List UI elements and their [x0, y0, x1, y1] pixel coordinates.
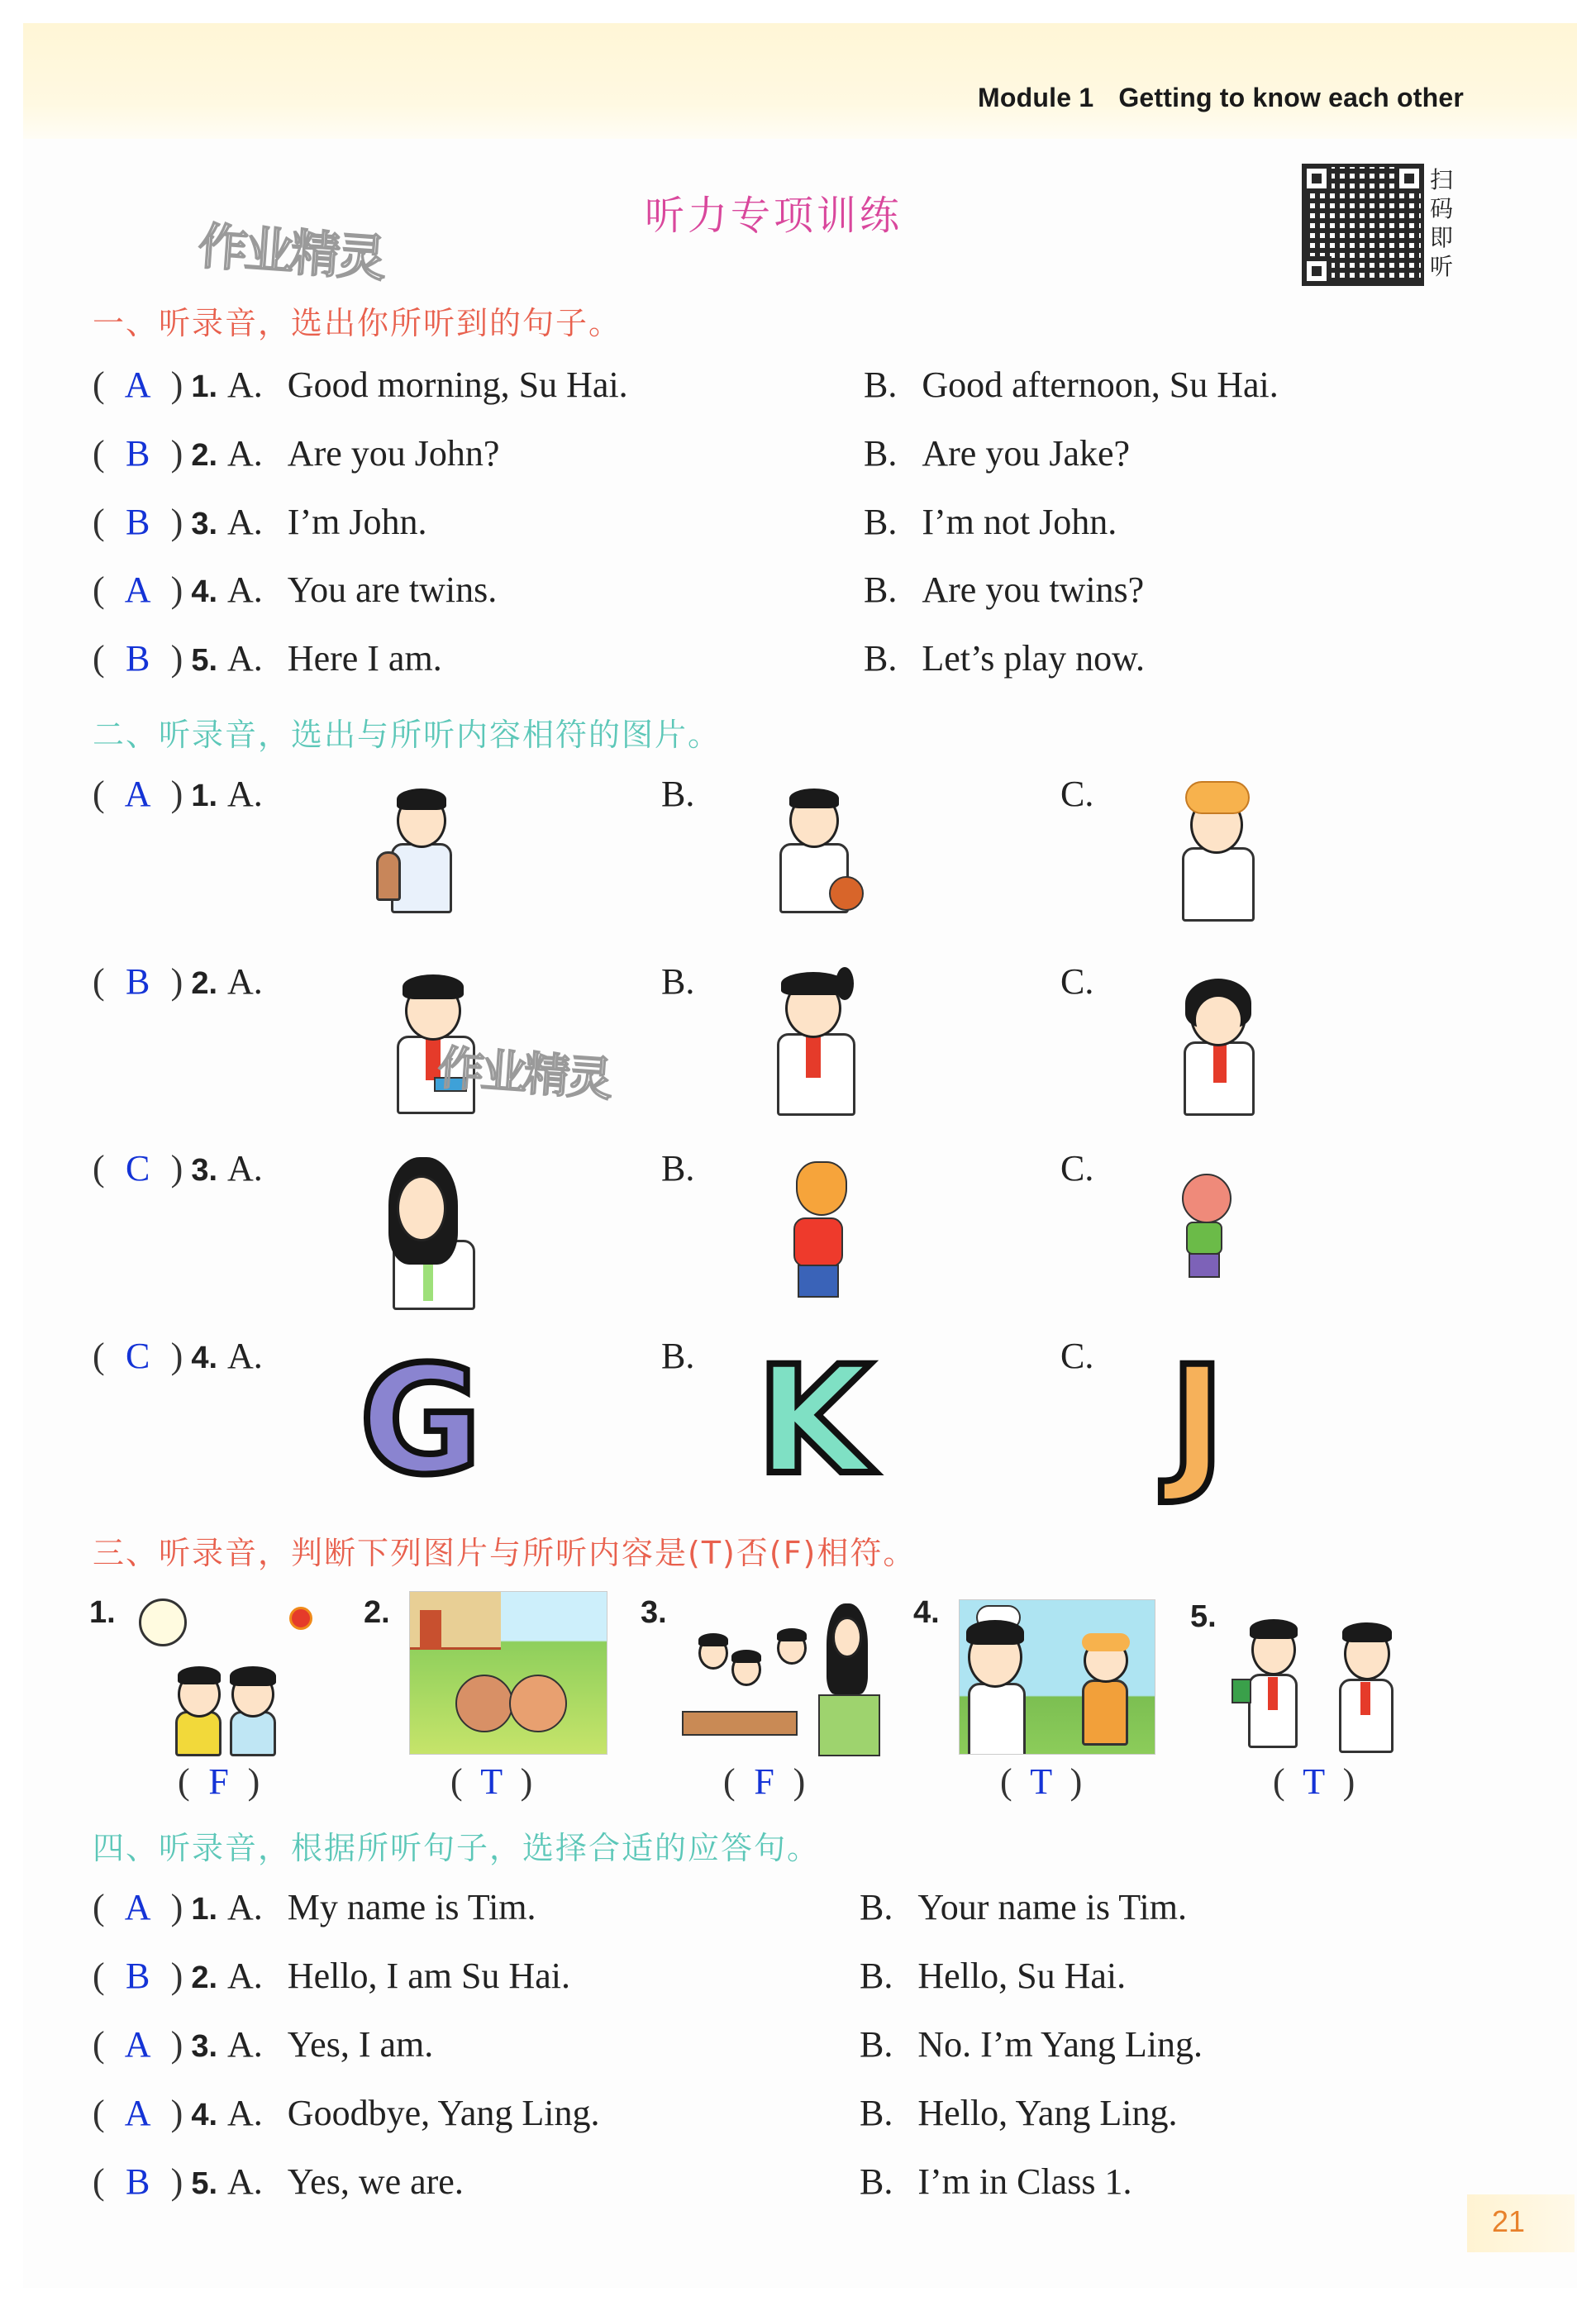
s3-number-1: 1.: [89, 1595, 116, 1630]
option-a-label: A.: [227, 2161, 263, 2202]
option-a-label: A.: [227, 961, 263, 1002]
option-b-text: Are you Jake?: [922, 433, 1131, 474]
option-b-label: B.: [860, 2024, 893, 2065]
s3-answer-4[interactable]: ( T ): [1000, 1761, 1083, 1802]
option-b-text: Let’s play now.: [922, 638, 1146, 679]
tf-answer[interactable]: T: [1303, 1761, 1326, 1802]
answer-field[interactable]: A: [124, 774, 151, 814]
s2-question-4: ( C ) 4. A.: [93, 1336, 263, 1376]
option-b-label: B.: [860, 2093, 893, 2133]
tf-answer[interactable]: T: [480, 1761, 503, 1802]
s3-answer-2[interactable]: ( T ): [450, 1761, 533, 1802]
question-number: 1.: [191, 779, 218, 813]
qr-finder-icon: [1302, 256, 1332, 286]
s4-option-b-4: [860, 2092, 1177, 2134]
option-b-label: B.: [860, 1956, 893, 1996]
option-a-label: A.: [227, 1887, 263, 1927]
option-a-text: Here I am.: [287, 638, 442, 679]
question-number: 2.: [191, 1961, 218, 1995]
option-b-text: Your name is Tim.: [917, 1887, 1187, 1927]
s3-picture-1[interactable]: [132, 1595, 314, 1760]
sun-icon: [289, 1607, 312, 1630]
option-a-label: A.: [227, 1148, 263, 1189]
option-b-text: I’m in Class 1.: [917, 2161, 1132, 2202]
s3-number-3: 3.: [641, 1595, 667, 1630]
s1-option-b-1: [864, 364, 1279, 406]
answer-field[interactable]: A: [124, 569, 151, 610]
s3-answer-3[interactable]: ( F ): [723, 1761, 806, 1802]
s2-question-2: ( B ) 2. A.: [93, 961, 263, 1002]
s4-question-4: ( A ) 4. A. Goodbye, Yang Ling.: [93, 2093, 600, 2133]
qr-finder-icon: [1302, 164, 1332, 193]
girl-ponytail-picture[interactable]: [756, 967, 872, 1124]
answer-field[interactable]: C: [125, 1148, 150, 1189]
option-a-label: A.: [227, 502, 263, 542]
s3-picture-3[interactable]: [682, 1595, 880, 1756]
option-b-text: I’m not John.: [922, 502, 1117, 542]
answer-field[interactable]: B: [125, 638, 150, 679]
option-b-label: B.: [661, 1148, 695, 1189]
question-number: 3.: [191, 1153, 218, 1188]
qr-label: [1430, 165, 1455, 281]
tf-answer[interactable]: T: [1030, 1761, 1053, 1802]
question-number: 2.: [191, 966, 218, 1001]
answer-field[interactable]: B: [125, 961, 150, 1002]
s1-option-b-5: [864, 637, 1145, 679]
header-band: [23, 23, 1577, 139]
question-number: 3.: [191, 2029, 218, 2064]
s3-number-2: 2.: [364, 1595, 390, 1630]
s2-question-1: ( A ) 1. A.: [93, 774, 263, 814]
question-number: 4.: [191, 574, 218, 609]
option-a-text: Yes, we are.: [287, 2161, 464, 2202]
option-a-label: A.: [227, 1336, 263, 1376]
option-b-label: B.: [864, 502, 898, 542]
module-number: Module 1: [978, 83, 1094, 112]
question-number: 2.: [191, 438, 218, 473]
option-a-text: Are you John?: [287, 433, 500, 474]
qr-finder-icon: [1394, 164, 1424, 193]
option-b-label: B.: [864, 433, 898, 474]
option-a-label: A.: [227, 569, 263, 610]
option-a-text: Goodbye, Yang Ling.: [287, 2093, 600, 2133]
s4-question-2: ( B ) 2. A. Hello, I am Su Hai.: [93, 1956, 570, 1996]
option-a-text: Good morning, Su Hai.: [287, 364, 628, 405]
mouse-picture[interactable]: [1165, 1174, 1248, 1289]
question-number: 3.: [191, 507, 218, 541]
option-a-label: A.: [227, 433, 263, 474]
option-b-label: B.: [661, 1336, 695, 1376]
option-a-text: Hello, I am Su Hai.: [287, 1956, 570, 1996]
section2-heading: 二、听录音，选出与所听内容相符的图片。: [93, 717, 722, 753]
question-number: 4.: [191, 1341, 218, 1375]
question-number: 4.: [191, 2098, 218, 2132]
s3-picture-2[interactable]: [409, 1591, 607, 1755]
option-c-label: C.: [1060, 774, 1094, 814]
option-c-label: C.: [1060, 961, 1094, 1002]
s4-question-5: ( B ) 5. A. Yes, we are.: [93, 2161, 464, 2202]
girl-short-hair-picture[interactable]: [1174, 975, 1265, 1124]
boy-basketball-picture[interactable]: [765, 785, 868, 934]
qr-code[interactable]: [1302, 164, 1424, 286]
s4-option-b-2: [860, 1955, 1126, 1997]
s1-option-b-4: [864, 569, 1144, 611]
option-b-text: Hello, Yang Ling.: [917, 2093, 1178, 2133]
question-number: 1.: [191, 369, 218, 404]
qr-label-char: 即: [1430, 224, 1454, 251]
option-a-text: I’m John.: [287, 502, 427, 542]
watermark: 作业精灵: [196, 217, 385, 288]
s1-option-b-2: [864, 432, 1130, 474]
letter-j-picture[interactable]: J: [1170, 1335, 1225, 1508]
option-b-text: No. I’m Yang Ling.: [917, 2024, 1203, 2065]
tf-answer[interactable]: F: [208, 1761, 229, 1802]
option-a-label: A.: [227, 2093, 263, 2133]
option-b-label: B.: [864, 569, 898, 610]
option-b-label: B.: [860, 1887, 893, 1927]
section3-heading: 三、听录音，判断下列图片与所听内容是(T)否(F)相符。: [93, 1535, 917, 1571]
s3-picture-4[interactable]: [959, 1599, 1155, 1755]
option-a-text: You are twins.: [287, 569, 498, 610]
qr-label-char: 听: [1430, 253, 1454, 280]
module-header: [978, 83, 1464, 113]
s3-answer-1[interactable]: ( F ): [178, 1761, 260, 1802]
s1-question-5: ( B ) 5. A. Here I am.: [93, 638, 442, 679]
s1-question-4: ( A ) 4. A. You are twins.: [93, 569, 498, 610]
answer-field[interactable]: A: [124, 1887, 151, 1927]
option-a-text: Yes, I am.: [287, 2024, 434, 2065]
option-a-label: A.: [227, 774, 263, 814]
s3-answer-5[interactable]: ( T ): [1273, 1761, 1355, 1802]
clock-icon: [139, 1598, 187, 1646]
option-a-label: A.: [227, 364, 263, 405]
letter-g-picture[interactable]: G: [360, 1335, 482, 1508]
option-b-label: B.: [661, 961, 695, 1002]
option-b-label: B.: [661, 774, 695, 814]
page-number: 21: [1467, 2194, 1575, 2252]
option-a-label: A.: [227, 1956, 263, 1996]
s1-question-3: ( B ) 3. A. I’m John.: [93, 502, 427, 542]
option-a-label: A.: [227, 2024, 263, 2065]
answer-field[interactable]: B: [125, 502, 150, 542]
teacher-picture[interactable]: [355, 1157, 479, 1310]
option-a-label: A.: [227, 638, 263, 679]
option-b-text: Good afternoon, Su Hai.: [922, 364, 1279, 405]
cat-picture[interactable]: [765, 1153, 864, 1306]
section1-heading: 一、听录音，选出你所听到的句子。: [93, 305, 622, 341]
option-a-text: My name is Tim.: [287, 1887, 536, 1927]
option-b-label: B.: [860, 2161, 893, 2202]
qr-label-char: 扫: [1430, 166, 1454, 193]
question-number: 1.: [191, 1892, 218, 1927]
answer-field[interactable]: C: [125, 1336, 150, 1376]
s1-question-1: ( A ) 1. A. Good morning, Su Hai.: [93, 364, 628, 405]
answer-field[interactable]: B: [125, 2161, 150, 2202]
s3-picture-5[interactable]: [1232, 1616, 1430, 1756]
s4-option-b-1: [860, 1886, 1187, 1928]
s1-question-2: ( B ) 2. A. Are you John?: [93, 433, 500, 474]
curly-boy-picture[interactable]: [1165, 781, 1273, 938]
watermark: 作业精灵: [436, 1041, 612, 1108]
s4-option-b-3: [860, 2023, 1203, 2065]
s4-option-b-5: [860, 2161, 1131, 2203]
s4-question-3: ( A ) 3. A. Yes, I am.: [93, 2024, 434, 2065]
option-b-text: Hello, Su Hai.: [917, 1956, 1127, 1996]
option-c-label: C.: [1060, 1336, 1094, 1376]
s1-option-b-3: [864, 501, 1117, 543]
answer-field[interactable]: B: [125, 433, 150, 474]
answer-field[interactable]: A: [124, 2093, 151, 2133]
question-number: 5.: [191, 2166, 218, 2201]
option-b-text: Are you twins?: [922, 569, 1145, 610]
page-title: 听力专项训练: [645, 193, 903, 239]
answer-field[interactable]: A: [124, 2024, 151, 2065]
s3-number-5: 5.: [1190, 1599, 1217, 1634]
qr-label-char: 码: [1430, 195, 1454, 222]
letter-k-picture[interactable]: K: [756, 1335, 872, 1508]
option-b-label: B.: [864, 638, 898, 679]
module-title: Getting to know each other: [1118, 83, 1464, 112]
tf-answer[interactable]: F: [754, 1761, 774, 1802]
option-b-label: B.: [864, 364, 898, 405]
s3-number-4: 4.: [913, 1595, 940, 1630]
option-c-label: C.: [1060, 1148, 1094, 1189]
answer-field[interactable]: A: [124, 364, 151, 405]
s4-question-1: ( A ) 1. A. My name is Tim.: [93, 1887, 536, 1927]
s2-question-3: ( C ) 3. A.: [93, 1148, 263, 1189]
question-number: 5.: [191, 643, 218, 678]
boy-backpack-picture[interactable]: [376, 785, 467, 934]
section4-heading: 四、听录音，根据所听句子，选择合适的应答句。: [93, 1830, 821, 1866]
answer-field[interactable]: B: [125, 1956, 150, 1996]
